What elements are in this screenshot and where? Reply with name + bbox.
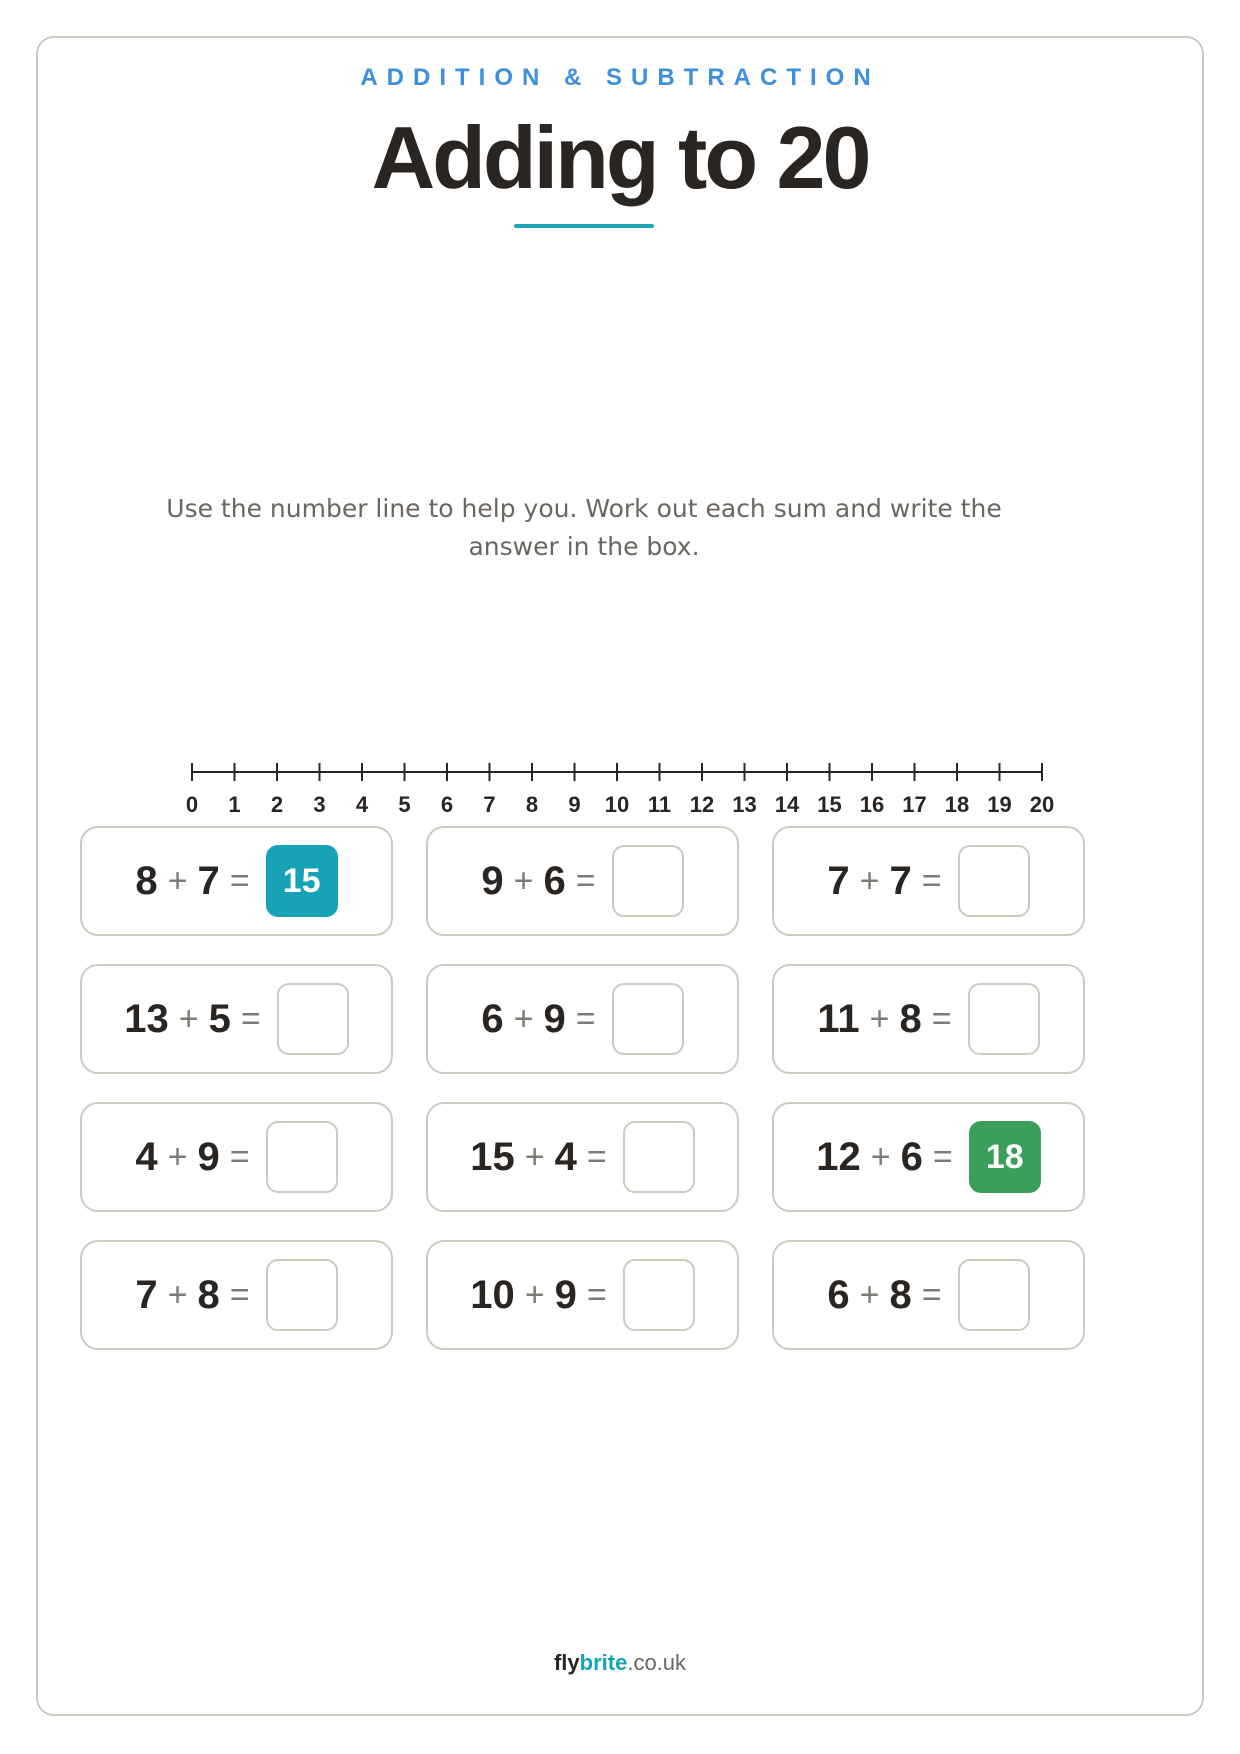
- number-line-label: 14: [774, 792, 800, 817]
- addend-a: 9: [481, 858, 504, 903]
- addend-b: 7: [889, 858, 912, 903]
- number-line-label: 10: [604, 792, 630, 817]
- addend-a: 15: [470, 1134, 515, 1179]
- number-line: [150, 720, 1055, 817]
- answer-box[interactable]: [623, 1259, 695, 1331]
- problem-card: [426, 1102, 739, 1212]
- addend-b: 8: [889, 1272, 912, 1317]
- answer-box[interactable]: [277, 983, 349, 1055]
- answer-box[interactable]: [958, 1259, 1030, 1331]
- footer-brand: [0, 1650, 1240, 1676]
- number-line-label: 3: [313, 792, 326, 817]
- equals-sign: =: [932, 1137, 953, 1176]
- addend-b: 4: [554, 1134, 577, 1179]
- problem-card: [80, 1240, 393, 1350]
- title-underline: [514, 224, 654, 228]
- number-line-label: 15: [817, 792, 842, 817]
- number-line-label: 0: [185, 792, 199, 817]
- addend-b: 8: [899, 996, 922, 1041]
- equals-sign: =: [931, 999, 952, 1038]
- brand-fly: fly: [553, 1650, 580, 1675]
- answer-box[interactable]: [968, 983, 1040, 1055]
- number-line-label: 20: [1029, 792, 1055, 817]
- problem-card: [772, 826, 1085, 936]
- addend-b: 8: [197, 1272, 220, 1317]
- brand-brite: brite: [579, 1650, 628, 1675]
- answer-box[interactable]: [266, 1259, 338, 1331]
- instructions-text: Use the number line to help you. Work out each sum and write the answer in the box.: [166, 494, 1002, 561]
- problem-card: [772, 964, 1085, 1074]
- number-line-label: 5: [398, 792, 411, 817]
- addend-b: 9: [554, 1272, 577, 1317]
- plus-sign: +: [513, 861, 534, 900]
- addend-a: 8: [135, 858, 158, 903]
- worksheet-category: ADDITION & SUBTRACTION: [360, 64, 880, 91]
- number-line-label: 4: [355, 792, 369, 817]
- number-line-label: 1: [228, 792, 241, 817]
- answer-box[interactable]: [958, 845, 1030, 917]
- problem-card: [426, 964, 739, 1074]
- brand-domain: .co.uk: [627, 1650, 687, 1675]
- answer-box[interactable]: [266, 1121, 338, 1193]
- number-line-label: 6: [440, 792, 454, 817]
- problem-card: [426, 826, 739, 936]
- addend-a: 12: [816, 1134, 861, 1179]
- plus-sign: +: [524, 1137, 545, 1176]
- addend-a: 6: [827, 1272, 850, 1317]
- addend-b: 6: [900, 1134, 923, 1179]
- number-line-label: 13: [732, 792, 757, 817]
- plus-sign: +: [869, 999, 890, 1038]
- plus-sign: +: [167, 1275, 188, 1314]
- equals-sign: =: [575, 861, 596, 900]
- problem-card: [80, 826, 393, 936]
- equals-sign: =: [229, 861, 250, 900]
- addend-b: 9: [197, 1134, 220, 1179]
- addend-b: 6: [543, 858, 566, 903]
- number-line-label: 16: [859, 792, 885, 817]
- equals-sign: =: [240, 999, 261, 1038]
- plus-sign: +: [513, 999, 534, 1038]
- addend-b: 5: [208, 996, 231, 1041]
- worksheet-title: Adding to 20: [371, 108, 869, 207]
- plus-sign: +: [178, 999, 199, 1038]
- plus-sign: +: [870, 1137, 891, 1176]
- addend-b: 9: [543, 996, 566, 1041]
- number-line-label: 11: [647, 792, 672, 817]
- problem-card: [80, 964, 393, 1074]
- problem-card: [772, 1102, 1085, 1212]
- addend-a: 6: [481, 996, 504, 1041]
- plus-sign: +: [167, 861, 188, 900]
- plus-sign: +: [859, 861, 880, 900]
- number-line-label: 7: [483, 792, 496, 817]
- number-line-label: 17: [902, 792, 927, 817]
- addend-b: 7: [197, 858, 220, 903]
- addend-a: 7: [135, 1272, 158, 1317]
- number-line-label: 2: [270, 792, 284, 817]
- problem-card: [426, 1240, 739, 1350]
- answer-box[interactable]: [612, 845, 684, 917]
- number-line-label: 12: [689, 792, 715, 817]
- answer-box[interactable]: 18: [969, 1121, 1041, 1193]
- number-line-label: 18: [944, 792, 970, 817]
- answer-box[interactable]: [623, 1121, 695, 1193]
- problem-card: [80, 1102, 393, 1212]
- answer-box[interactable]: [612, 983, 684, 1055]
- equals-sign: =: [586, 1275, 607, 1314]
- equals-sign: =: [921, 861, 942, 900]
- number-line-label: 8: [525, 792, 539, 817]
- equals-sign: =: [229, 1275, 250, 1314]
- number-line-label: 9: [568, 792, 581, 817]
- addend-a: 10: [470, 1272, 515, 1317]
- plus-sign: +: [859, 1275, 880, 1314]
- addend-a: 11: [817, 996, 860, 1041]
- addend-a: 4: [135, 1134, 158, 1179]
- plus-sign: +: [524, 1275, 545, 1314]
- equals-sign: =: [575, 999, 596, 1038]
- answer-box[interactable]: 15: [266, 845, 338, 917]
- addend-a: 7: [827, 858, 850, 903]
- equals-sign: =: [586, 1137, 607, 1176]
- plus-sign: +: [167, 1137, 188, 1176]
- problem-card: [772, 1240, 1085, 1350]
- addend-a: 13: [124, 996, 169, 1041]
- equals-sign: =: [229, 1137, 250, 1176]
- equals-sign: =: [921, 1275, 942, 1314]
- number-line-label: 19: [987, 792, 1012, 817]
